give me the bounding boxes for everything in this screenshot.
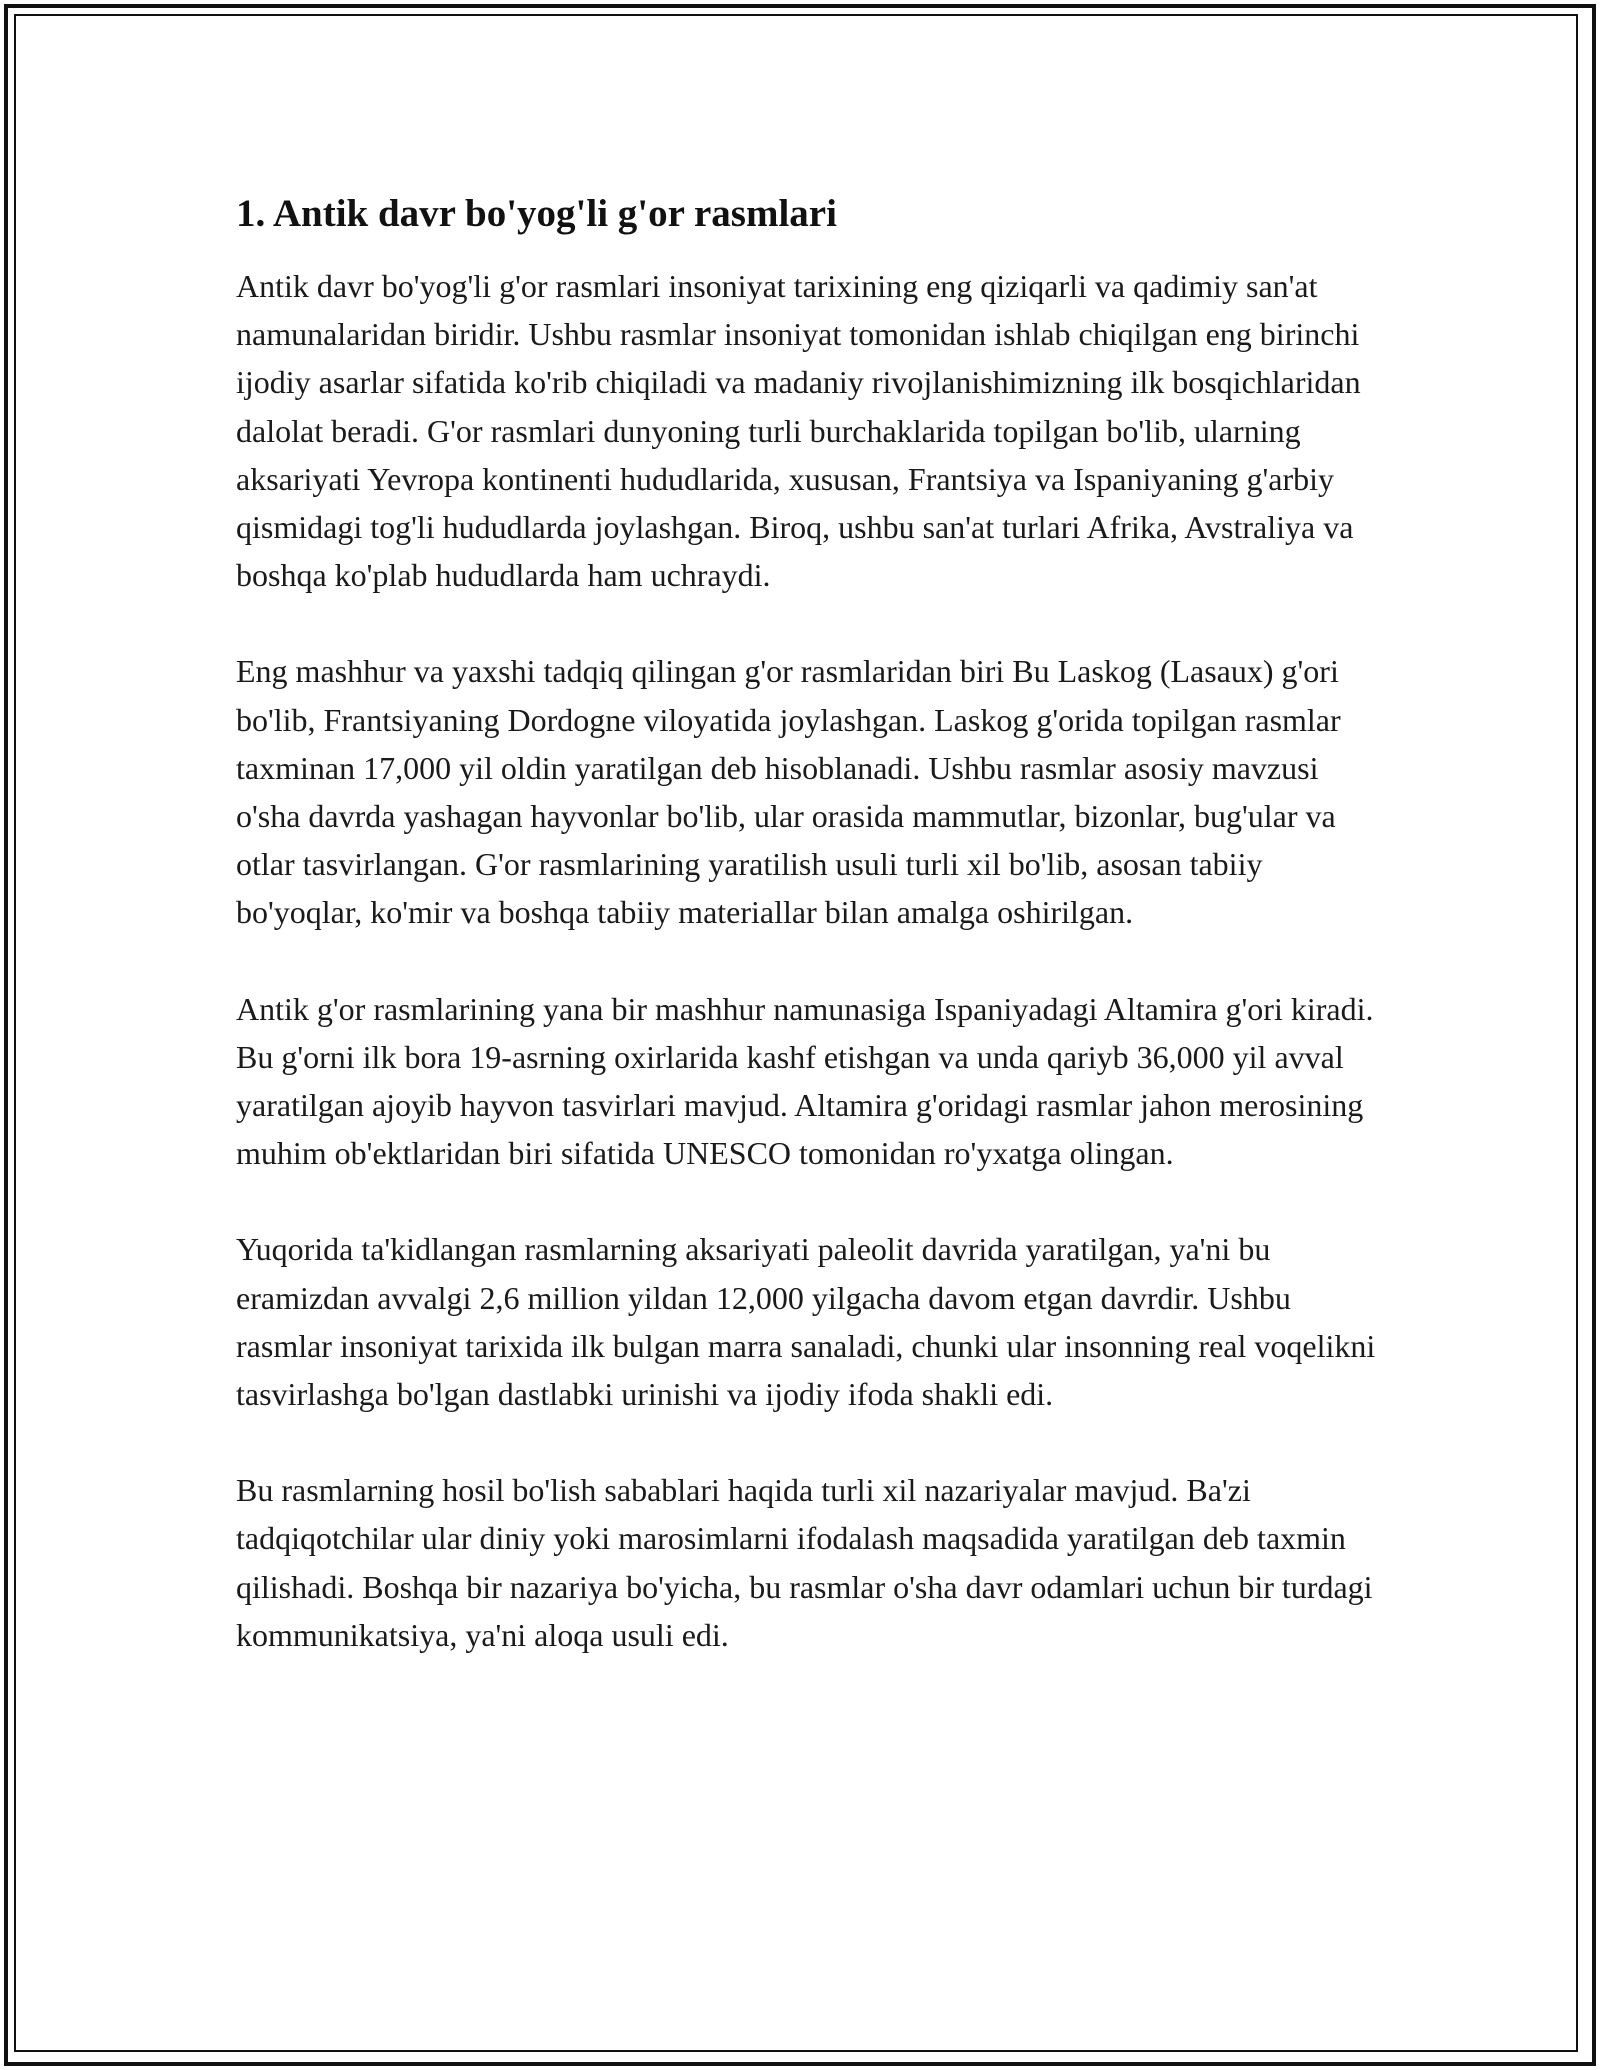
section-heading: 1. Antik davr bo'yog'li g'or rasmlari — [236, 192, 837, 235]
document-body — [236, 188, 1376, 1659]
paragraph-paleolithic: Yuqorida ta'kidlangan rasmlarning aksariyati paleolit davrida yaratilgan, ya'ni bu eramizdan avvalgi 2,6 million yildan 12,000 yilgacha davom etgan davrdir. Ushbu rasmlar insoniyat tarixida ilk bulgan marra sanaladi, chunki ular insonning real voqelikni tasvirlashga bo'lgan dastlabki urinishi va ijodiy ifoda shakli edi. — [236, 1231, 1376, 1413]
paragraph-theories: Bu rasmlarning hosil bo'lish sabablari haqida turli xil nazariyalar mavjud. Ba'zi tadqiqotchilar ular diniy yoki marosimlarni ifodalash maqsadida yaratilgan deb taxmin qilishadi. Boshqa bir nazariya bo'yicha, bu rasmlar o'sha davr odamlari uchun bir turdagi kommunikatsiya, ya'ni aloqa usuli edi. — [236, 1472, 1373, 1653]
paragraph-intro: Antik davr bo'yog'li g'or rasmlari insoniyat tarixining eng qiziqarli va qadimiy san'at namunalaridan biridir. Ushbu rasmlar insoniyat tomonidan ishlab chiqilgan eng birinchi ijodiy asarlar sifatida ko'rib chiqiladi va madaniy rivojlanishimizning ilk bosqichlaridan dalolat beradi. G'or rasmlari dunyoning turli burchaklarida topilgan bo'lib, ularning aksariyati Yevropa kontinenti hududlarida, xususan, Frantsiya va Ispaniyaning g'arbiy qismidagi tog'li hududlarda joylashgan. Biroq, ushbu san'at turlari Afrika, Avstraliya va boshqa ko'plab hududlarda ham uchraydi. — [236, 268, 1361, 594]
paragraph-altamira: Antik g'or rasmlarining yana bir mashhur namunasiga Ispaniyadagi Altamira g'ori kiradi. Bu g'orni ilk bora 19-asrning oxirlarida kashf etishgan va unda qariyb 36,000 yil avval yaratilgan ajoyib hayvon tasvirlari mavjud. Altamira g'oridagi rasmlar jahon merosining muhim ob'ektlaridan biri sifatida UNESCO tomonidan ro'yxatga olingan. — [236, 990, 1374, 1172]
paragraph-lascaux: Eng mashhur va yaxshi tadqiq qilingan g'or rasmlaridan biri Bu Laskog (Lasaux) g'ori bo'lib, Frantsiyaning Dordogne viloyatida joylashgan. Laskog g'orida topilgan rasmlar taxminan 17,000 yil oldin yaratilgan deb hisoblanadi. Ushbu rasmlar asosiy mavzusi o'sha davrda yashagan hayvonlar bo'lib, ular orasida mammutlar, bizonlar, bug'ular va otlar tasvirlangan. G'or rasmlarining yaratilish usuli turli xil bo'lib, asosan tabiiy bo'yoqlar, ko'mir va boshqa tabiiy materiallar bilan amalga oshirilgan. — [236, 653, 1341, 931]
